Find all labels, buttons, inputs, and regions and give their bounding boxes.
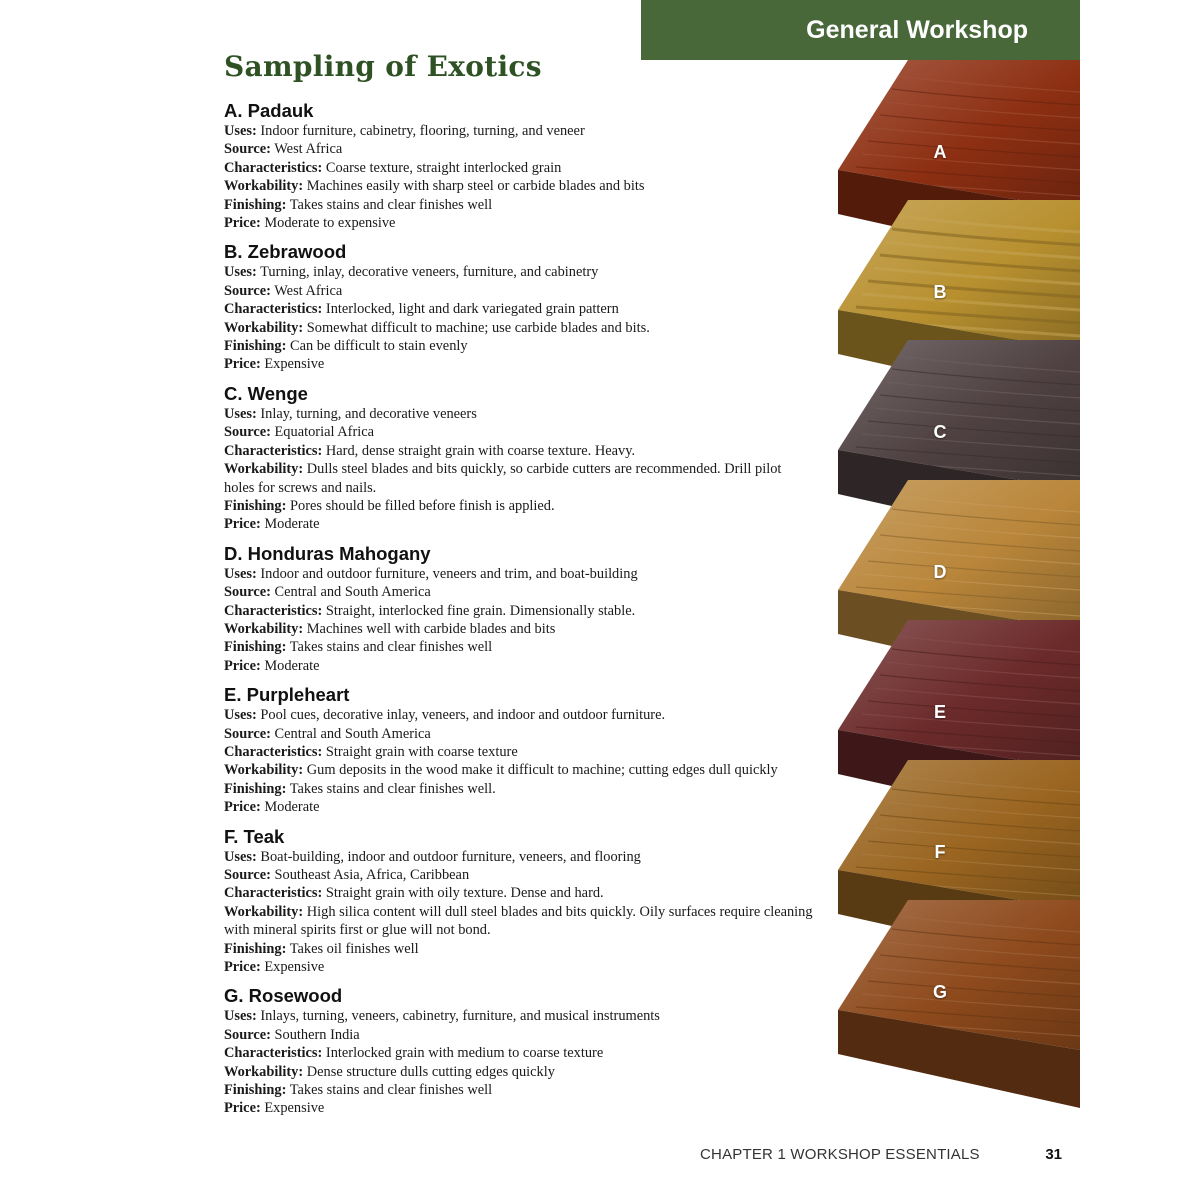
wood-attribute-row bbox=[224, 405, 814, 423]
wood-board bbox=[838, 900, 1080, 1108]
wood-entry bbox=[224, 826, 814, 977]
wood-attribute-row bbox=[224, 319, 814, 337]
wood-attribute-row bbox=[224, 263, 814, 281]
footer-chapter-label: CHAPTER 1 WORKSHOP ESSENTIALS bbox=[700, 1146, 980, 1163]
board-letter-label: E bbox=[933, 702, 946, 722]
attribute-value: Interlocked grain with medium to coarse texture bbox=[325, 1045, 604, 1062]
attribute-key: Price: bbox=[224, 799, 261, 816]
attribute-value: Machines easily with sharp steel or carbide blades and bits bbox=[306, 178, 645, 195]
attribute-key: Characteristics: bbox=[224, 1045, 323, 1062]
wood-attribute-row bbox=[224, 780, 814, 798]
wood-attribute-row bbox=[224, 903, 814, 940]
attribute-value: Indoor and outdoor furniture, veneers and trim, and boat-building bbox=[260, 565, 638, 582]
attribute-key: Characteristics: bbox=[224, 885, 323, 902]
wood-attribute-row bbox=[224, 1063, 814, 1081]
board-letter-label: F bbox=[934, 842, 946, 862]
attribute-value: Moderate bbox=[264, 799, 320, 816]
attribute-value: Moderate to expensive bbox=[264, 215, 396, 232]
wood-attribute-row bbox=[224, 1044, 814, 1062]
attribute-value: Somewhat difficult to machine; use carbide blades and bits. bbox=[306, 319, 650, 336]
attribute-key: Workability: bbox=[224, 319, 304, 336]
wood-attribute-row bbox=[224, 798, 814, 816]
wood-attribute-row bbox=[224, 884, 814, 902]
wood-attribute-row bbox=[224, 515, 814, 533]
attribute-value: Can be difficult to stain evenly bbox=[290, 338, 468, 355]
attribute-key: Price: bbox=[224, 516, 261, 533]
wood-entry bbox=[224, 241, 814, 373]
attribute-value: Coarse texture, straight interlocked grain bbox=[325, 159, 562, 176]
attribute-value: Inlays, turning, veneers, cabinetry, furniture, and musical instruments bbox=[260, 1008, 660, 1025]
attribute-value: Central and South America bbox=[274, 584, 431, 601]
attribute-key: Finishing: bbox=[224, 497, 287, 514]
wood-attribute-row bbox=[224, 282, 814, 300]
attribute-key: Finishing: bbox=[224, 780, 287, 797]
wood-attribute-row bbox=[224, 743, 814, 761]
attribute-key: Characteristics: bbox=[224, 159, 323, 176]
wood-attribute-row bbox=[224, 460, 814, 497]
attribute-key: Uses: bbox=[224, 707, 257, 724]
attribute-value: Takes oil finishes well bbox=[289, 940, 419, 957]
wood-entry-name: E. Purpleheart bbox=[224, 684, 350, 706]
attribute-key: Finishing: bbox=[224, 1082, 287, 1099]
attribute-value: High silica content will dull steel blades and bits quickly. Oily surfaces require cleaning with mineral spirits first or glue will not bond. bbox=[224, 903, 813, 939]
wood-attribute-row bbox=[224, 140, 814, 158]
attribute-value: Machines well with carbide blades and bits bbox=[306, 620, 556, 637]
wood-attribute-row bbox=[224, 442, 814, 460]
attribute-key: Finishing: bbox=[224, 639, 287, 656]
attribute-value: Moderate bbox=[264, 516, 320, 533]
wood-entry-name: A. Padauk bbox=[224, 100, 314, 121]
attribute-key: Uses: bbox=[224, 1008, 257, 1025]
attribute-key: Uses: bbox=[224, 405, 257, 422]
page-number: 31 bbox=[1045, 1146, 1062, 1163]
attribute-key: Characteristics: bbox=[224, 442, 323, 459]
wood-attribute-row bbox=[224, 848, 814, 866]
wood-attribute-row bbox=[224, 177, 814, 195]
wood-entry-name: G. Rosewood bbox=[224, 985, 343, 1007]
attribute-key: Uses: bbox=[224, 565, 257, 582]
wood-entry-name: F. Teak bbox=[224, 825, 285, 847]
board-letter-label: B bbox=[933, 282, 947, 302]
wood-attribute-row bbox=[224, 1026, 814, 1044]
attribute-key: Workability: bbox=[224, 461, 304, 478]
attribute-key: Finishing: bbox=[224, 338, 287, 355]
attribute-value: Expensive bbox=[264, 1100, 325, 1117]
attribute-key: Uses: bbox=[224, 264, 257, 281]
wood-attribute-row bbox=[224, 657, 814, 675]
wood-entry bbox=[224, 100, 814, 232]
attribute-key: Workability: bbox=[224, 178, 304, 195]
wood-attribute-row bbox=[224, 214, 814, 232]
wood-entry bbox=[224, 985, 814, 1117]
wood-attribute-row bbox=[224, 958, 814, 976]
attribute-value: Takes stains and clear finishes well bbox=[289, 1082, 493, 1099]
attribute-value: Straight grain with oily texture. Dense and hard. bbox=[325, 885, 604, 902]
attribute-key: Characteristics: bbox=[224, 743, 323, 760]
wood-attribute-row bbox=[224, 638, 814, 656]
wood-attribute-row bbox=[224, 497, 814, 515]
attribute-value: Southeast Asia, Africa, Caribbean bbox=[274, 867, 470, 883]
attribute-key: Finishing: bbox=[224, 940, 287, 957]
section-label: General Workshop bbox=[806, 15, 1028, 44]
attribute-key: Workability: bbox=[224, 903, 304, 920]
attribute-value: Equatorial Africa bbox=[274, 424, 375, 441]
attribute-value: Takes stains and clear finishes well bbox=[289, 639, 493, 656]
attribute-value: Pores should be filled before finish is applied. bbox=[290, 497, 555, 514]
attribute-key: Finishing: bbox=[224, 196, 287, 213]
attribute-value: Expensive bbox=[264, 959, 325, 976]
attribute-value: Straight, interlocked fine grain. Dimensionally stable. bbox=[325, 602, 636, 619]
attribute-key: Characteristics: bbox=[224, 301, 323, 318]
wood-entry bbox=[224, 383, 814, 534]
attribute-key: Characteristics: bbox=[224, 602, 323, 619]
board-letter-label: A bbox=[933, 142, 947, 162]
wood-boards-illustration bbox=[838, 60, 1080, 1127]
wood-samples-image bbox=[838, 60, 1080, 1127]
attribute-value: Boat-building, indoor and outdoor furniture, veneers, and flooring bbox=[260, 848, 641, 865]
wood-entries-list bbox=[224, 100, 814, 1118]
attribute-value: Indoor furniture, cabinetry, flooring, turning, and veneer bbox=[260, 123, 585, 139]
attribute-value: Inlay, turning, and decorative veneers bbox=[260, 405, 477, 422]
attribute-value: Straight grain with coarse texture bbox=[325, 743, 518, 760]
attribute-key: Price: bbox=[224, 657, 261, 674]
attribute-value: Dense structure dulls cutting edges quickly bbox=[306, 1063, 555, 1080]
wood-attribute-row bbox=[224, 940, 814, 958]
attribute-key: Workability: bbox=[224, 1063, 304, 1080]
wood-attribute-row bbox=[224, 300, 814, 318]
wood-attribute-row bbox=[224, 761, 814, 779]
wood-entry-name: C. Wenge bbox=[224, 382, 308, 404]
wood-entry bbox=[224, 684, 814, 816]
attribute-value: Central and South America bbox=[274, 725, 431, 742]
board-letter-label: G bbox=[932, 982, 947, 1002]
attribute-key: Price: bbox=[224, 215, 261, 232]
wood-attribute-row bbox=[224, 337, 814, 355]
wood-attribute-row bbox=[224, 706, 814, 724]
attribute-key: Source: bbox=[224, 584, 271, 601]
wood-attribute-row bbox=[224, 725, 814, 743]
board-letter-label: D bbox=[933, 562, 947, 582]
attribute-value: Southern India bbox=[274, 1026, 360, 1043]
wood-attribute-row bbox=[224, 565, 814, 583]
attribute-value: West Africa bbox=[274, 282, 343, 299]
wood-attribute-row bbox=[224, 423, 814, 441]
attribute-key: Source: bbox=[224, 867, 271, 883]
attribute-value: Gum deposits in the wood make it difficult to machine; cutting edges dull quickly bbox=[306, 762, 778, 779]
attribute-key: Price: bbox=[224, 1100, 261, 1117]
wood-attribute-row bbox=[224, 196, 814, 214]
wood-attribute-row bbox=[224, 1081, 814, 1099]
attribute-key: Uses: bbox=[224, 123, 257, 139]
attribute-key: Source: bbox=[224, 141, 271, 158]
attribute-value: Moderate bbox=[264, 657, 320, 674]
wood-attribute-row bbox=[224, 602, 814, 620]
attribute-key: Source: bbox=[224, 424, 271, 441]
wood-attribute-row bbox=[224, 620, 814, 638]
attribute-value: Expensive bbox=[264, 356, 325, 373]
attribute-value: West Africa bbox=[274, 141, 343, 158]
wood-attribute-row bbox=[224, 1099, 814, 1117]
wood-entry-name: D. Honduras Mahogany bbox=[224, 542, 431, 564]
attribute-value: Takes stains and clear finishes well bbox=[289, 196, 493, 213]
attribute-value: Turning, inlay, decorative veneers, furniture, and cabinetry bbox=[260, 264, 599, 281]
attribute-key: Uses: bbox=[224, 848, 257, 865]
wood-attribute-row bbox=[224, 583, 814, 601]
board-letter-label: C bbox=[933, 422, 947, 442]
attribute-value: Takes stains and clear finishes well. bbox=[289, 780, 496, 797]
attribute-value: Pool cues, decorative inlay, veneers, and indoor and outdoor furniture. bbox=[260, 707, 666, 724]
page-title: Sampling of Exotics bbox=[224, 50, 542, 83]
wood-attribute-row bbox=[224, 355, 814, 373]
wood-attribute-row bbox=[224, 866, 814, 884]
page-footer bbox=[700, 1146, 1062, 1163]
section-header-tab bbox=[641, 0, 1080, 60]
attribute-key: Source: bbox=[224, 725, 271, 742]
wood-entry-name: B. Zebrawood bbox=[224, 241, 347, 263]
attribute-value: Hard, dense straight grain with coarse texture. Heavy. bbox=[325, 442, 636, 459]
attribute-key: Source: bbox=[224, 282, 271, 299]
wood-attribute-row bbox=[224, 1007, 814, 1025]
wood-attribute-row bbox=[224, 122, 814, 140]
attribute-key: Price: bbox=[224, 959, 261, 976]
wood-entry bbox=[224, 543, 814, 675]
attribute-key: Source: bbox=[224, 1026, 271, 1043]
attribute-key: Workability: bbox=[224, 762, 304, 779]
attribute-key: Workability: bbox=[224, 620, 304, 637]
attribute-value: Interlocked, light and dark variegated grain pattern bbox=[325, 301, 619, 318]
attribute-key: Price: bbox=[224, 356, 261, 373]
attribute-value: Dulls steel blades and bits quickly, so carbide cutters are recommended. Drill pilot holes for screws and nails. bbox=[224, 461, 782, 496]
wood-attribute-row bbox=[224, 159, 814, 177]
